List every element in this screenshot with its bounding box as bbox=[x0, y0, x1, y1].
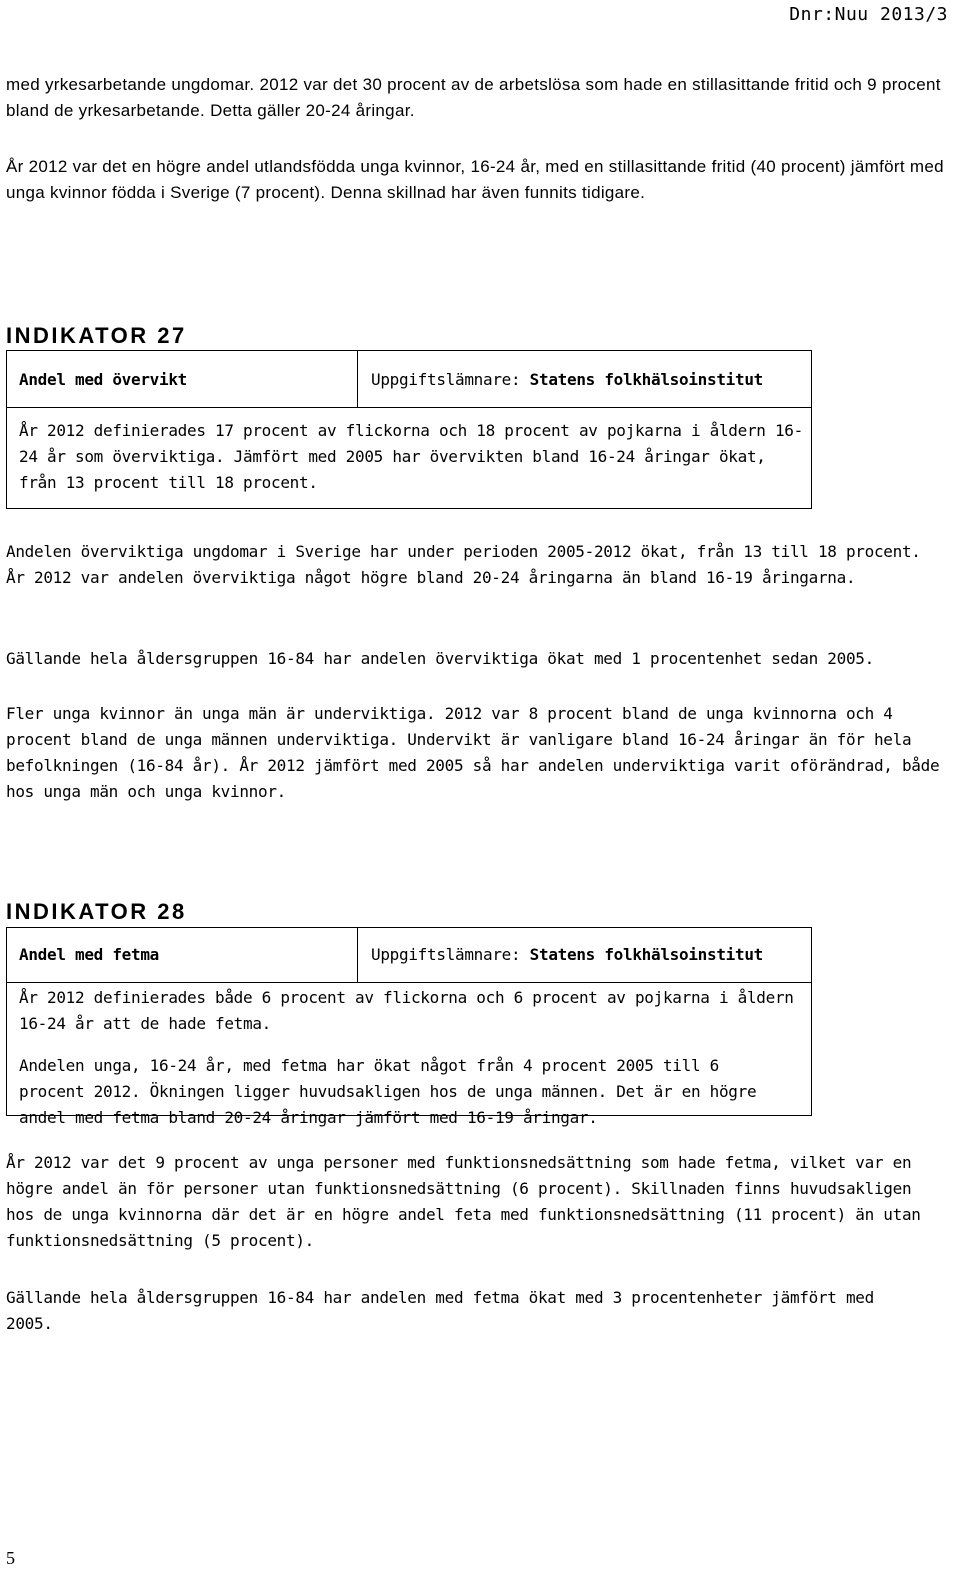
intro-paragraph-2: År 2012 var det en högre andel utlandsfödda unga kvinnor, 16-24 år, med en stillasittande fritid (40 procent) jämfört med unga kvinnor födda i Sverige (7 procent). Denna skillnad har även funnits tidigare. bbox=[6, 157, 944, 202]
indicator-27-source-cell bbox=[357, 350, 812, 408]
indicator-28-paragraph-2: Gällande hela åldersgruppen 16-84 har andelen med fetma ökat med 3 procentenheter jämfört med 2005. bbox=[6, 1288, 874, 1333]
indicator-27-heading: INDIKATOR 27 bbox=[6, 323, 187, 348]
indicator-28-label: Andel med fetma bbox=[19, 945, 159, 964]
indicator-27-label: Andel med övervikt bbox=[19, 370, 187, 389]
indicator-28-source bbox=[371, 945, 763, 964]
source-name: Statens folkhälsoinstitut bbox=[529, 945, 763, 964]
indicator-27-summary-text: År 2012 definierades 17 procent av flickorna och 18 procent av pojkarna i åldern 16-24 år som överviktiga. Jämfört med 2005 har övervikten bland 16-24 åringar ökat, från 13 procent till 18 procent. bbox=[19, 421, 803, 492]
document-reference-number: Dnr:Nuu 2013/3 bbox=[789, 4, 948, 25]
indicator-27-paragraph-1: Andelen överviktiga ungdomar i Sverige har under perioden 2005-2012 ökat, från 13 till 18 procent. År 2012 var andelen överviktiga något högre bland 20-24 åringarna än bland 16-19 åringarna. bbox=[6, 542, 921, 587]
source-prefix: Uppgiftslämnare: bbox=[371, 945, 521, 964]
source-name: Statens folkhälsoinstitut bbox=[529, 370, 763, 389]
indicator-28-source-cell bbox=[357, 927, 812, 983]
indicator-27-paragraph-2: Gällande hela åldersgruppen 16-84 har andelen överviktiga ökat med 1 procentenhet sedan 2005. bbox=[6, 649, 874, 668]
indicator-28-summary-text-1: År 2012 definierades både 6 procent av flickorna och 6 procent av pojkarna i åldern 16-24 år att de hade fetma. bbox=[19, 988, 794, 1033]
indicator-28-summary-text-2: Andelen unga, 16-24 år, med fetma har ökat något från 4 procent 2005 till 6 procent 2012. Ökningen ligger huvudsakligen hos de unga männen. Det är en högre andel med fetma bland 20-24 åringar jämfört med 16-19 åringar. bbox=[19, 1056, 757, 1127]
indicator-28-paragraph-1: År 2012 var det 9 procent av unga personer med funktionsnedsättning som hade fetma, vilket var en högre andel än för personer utan funktionsnedsättning (6 procent). Skillnaden finns huvudsakligen hos de unga kvinnorna där det är en högre andel feta med funktionsnedsättning (11 procent) än utan funktionsnedsättning (5 procent). bbox=[6, 1153, 921, 1250]
indicator-27-summary-box bbox=[6, 407, 812, 509]
indicator-28-summary-box bbox=[6, 982, 812, 1127]
indicator-27-paragraph-3: Fler unga kvinnor än unga män är underviktiga. 2012 var 8 procent bland de unga kvinnorna och 4 procent bland de unga männen underviktiga. Undervikt är vanligare bland 16-24 åringar än för hela befolkningen (16-84 år). År 2012 jämfört med 2005 så har andelen underviktiga varit oförändrad, både hos unga män och unga kvinnor. bbox=[6, 704, 940, 801]
source-prefix: Uppgiftslämnare: bbox=[371, 370, 521, 389]
indicator-27-source bbox=[371, 370, 763, 389]
intro-paragraph-1: med yrkesarbetande ungdomar. 2012 var det 30 procent av de arbetslösa som hade en stillasittande fritid och 9 procent bland de yrkesarbetande. Detta gäller 20-24 åringar. bbox=[6, 75, 941, 120]
indicator-28-heading: INDIKATOR 28 bbox=[6, 899, 187, 924]
page-number: 5 bbox=[6, 1548, 15, 1568]
indicator-27-label-cell bbox=[6, 350, 358, 408]
indicator-28-label-cell bbox=[6, 927, 358, 983]
